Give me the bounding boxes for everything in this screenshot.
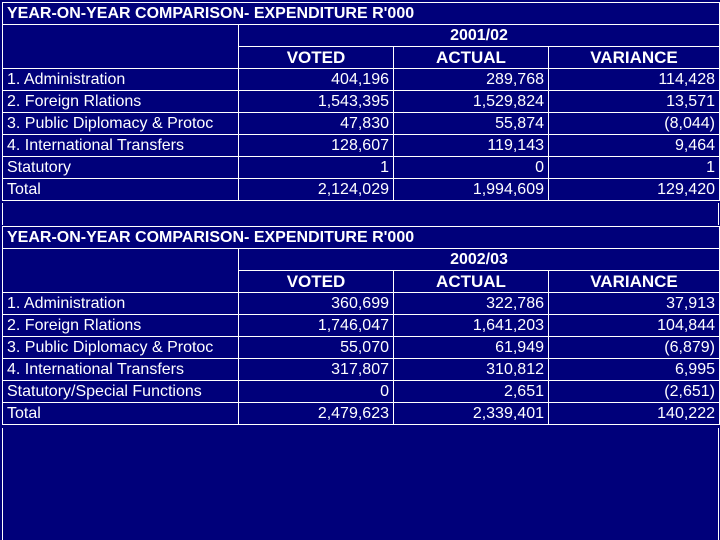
voted-cell: 317,807 xyxy=(239,359,394,381)
total-label: Total xyxy=(3,403,239,425)
table-title: YEAR-ON-YEAR COMPARISON- EXPENDITURE R'000 xyxy=(3,3,720,25)
total-row xyxy=(3,403,720,425)
table-title-row xyxy=(3,227,720,249)
variance-cell: 1 xyxy=(549,157,720,179)
row-label: 2. Foreign Rlations xyxy=(3,91,239,113)
variance-cell: 9,464 xyxy=(549,135,720,157)
total-label: Total xyxy=(3,179,239,201)
column-header-voted: VOTED xyxy=(239,47,394,69)
voted-cell: 404,196 xyxy=(239,69,394,91)
actual-cell: 322,786 xyxy=(394,293,549,315)
table-row xyxy=(3,157,720,179)
expenditure-table-2002-03 xyxy=(2,226,720,425)
table-row xyxy=(3,359,720,381)
table-row xyxy=(3,337,720,359)
variance-cell: 6,995 xyxy=(549,359,720,381)
voted-cell: 128,607 xyxy=(239,135,394,157)
voted-cell: 55,070 xyxy=(239,337,394,359)
row-label: 3. Public Diplomacy & Protoc xyxy=(3,337,239,359)
row-label: Statutory xyxy=(3,157,239,179)
actual-cell: 1,529,824 xyxy=(394,91,549,113)
column-header-voted: VOTED xyxy=(239,271,394,293)
year-row xyxy=(3,25,720,47)
actual-cell: 2,651 xyxy=(394,381,549,403)
year-header: 2002/03 xyxy=(239,249,720,271)
column-header-variance: VARIANCE xyxy=(549,47,720,69)
table-title-row xyxy=(3,3,720,25)
table-row xyxy=(3,293,720,315)
variance-cell: (2,651) xyxy=(549,381,720,403)
column-header-actual: ACTUAL xyxy=(394,271,549,293)
column-header-variance: VARIANCE xyxy=(549,271,720,293)
voted-cell: 47,830 xyxy=(239,113,394,135)
row-label: 1. Administration xyxy=(3,293,239,315)
row-label: 4. International Transfers xyxy=(3,135,239,157)
table-row xyxy=(3,315,720,337)
total-row xyxy=(3,179,720,201)
actual-cell: 119,143 xyxy=(394,135,549,157)
total-variance: 140,222 xyxy=(549,403,720,425)
variance-cell: 37,913 xyxy=(549,293,720,315)
voted-cell: 1,543,395 xyxy=(239,91,394,113)
row-label: Statutory/Special Functions xyxy=(3,381,239,403)
total-voted: 2,124,029 xyxy=(239,179,394,201)
actual-cell: 0 xyxy=(394,157,549,179)
actual-cell: 55,874 xyxy=(394,113,549,135)
actual-cell: 310,812 xyxy=(394,359,549,381)
total-actual: 2,339,401 xyxy=(394,403,549,425)
total-variance: 129,420 xyxy=(549,179,720,201)
label-header-cell xyxy=(3,25,239,69)
actual-cell: 61,949 xyxy=(394,337,549,359)
variance-cell: 104,844 xyxy=(549,315,720,337)
table-row xyxy=(3,91,720,113)
row-label: 2. Foreign Rlations xyxy=(3,315,239,337)
row-label: 1. Administration xyxy=(3,69,239,91)
variance-cell: (8,044) xyxy=(549,113,720,135)
voted-cell: 360,699 xyxy=(239,293,394,315)
variance-cell: 114,428 xyxy=(549,69,720,91)
table-gap xyxy=(2,203,719,225)
actual-cell: 1,641,203 xyxy=(394,315,549,337)
voted-cell: 1 xyxy=(239,157,394,179)
expenditure-table-2001-02 xyxy=(2,2,720,201)
total-actual: 1,994,609 xyxy=(394,179,549,201)
table-row xyxy=(3,135,720,157)
total-voted: 2,479,623 xyxy=(239,403,394,425)
label-header-cell xyxy=(3,249,239,293)
variance-cell: (6,879) xyxy=(549,337,720,359)
table-row xyxy=(3,381,720,403)
year-row xyxy=(3,249,720,271)
row-label: 3. Public Diplomacy & Protoc xyxy=(3,113,239,135)
actual-cell: 289,768 xyxy=(394,69,549,91)
voted-cell: 0 xyxy=(239,381,394,403)
year-header: 2001/02 xyxy=(239,25,720,47)
row-label: 4. International Transfers xyxy=(3,359,239,381)
empty-bottom-area xyxy=(2,428,719,540)
table-title: YEAR-ON-YEAR COMPARISON- EXPENDITURE R'000 xyxy=(3,227,720,249)
table-row xyxy=(3,113,720,135)
variance-cell: 13,571 xyxy=(549,91,720,113)
voted-cell: 1,746,047 xyxy=(239,315,394,337)
table-row xyxy=(3,69,720,91)
column-header-actual: ACTUAL xyxy=(394,47,549,69)
